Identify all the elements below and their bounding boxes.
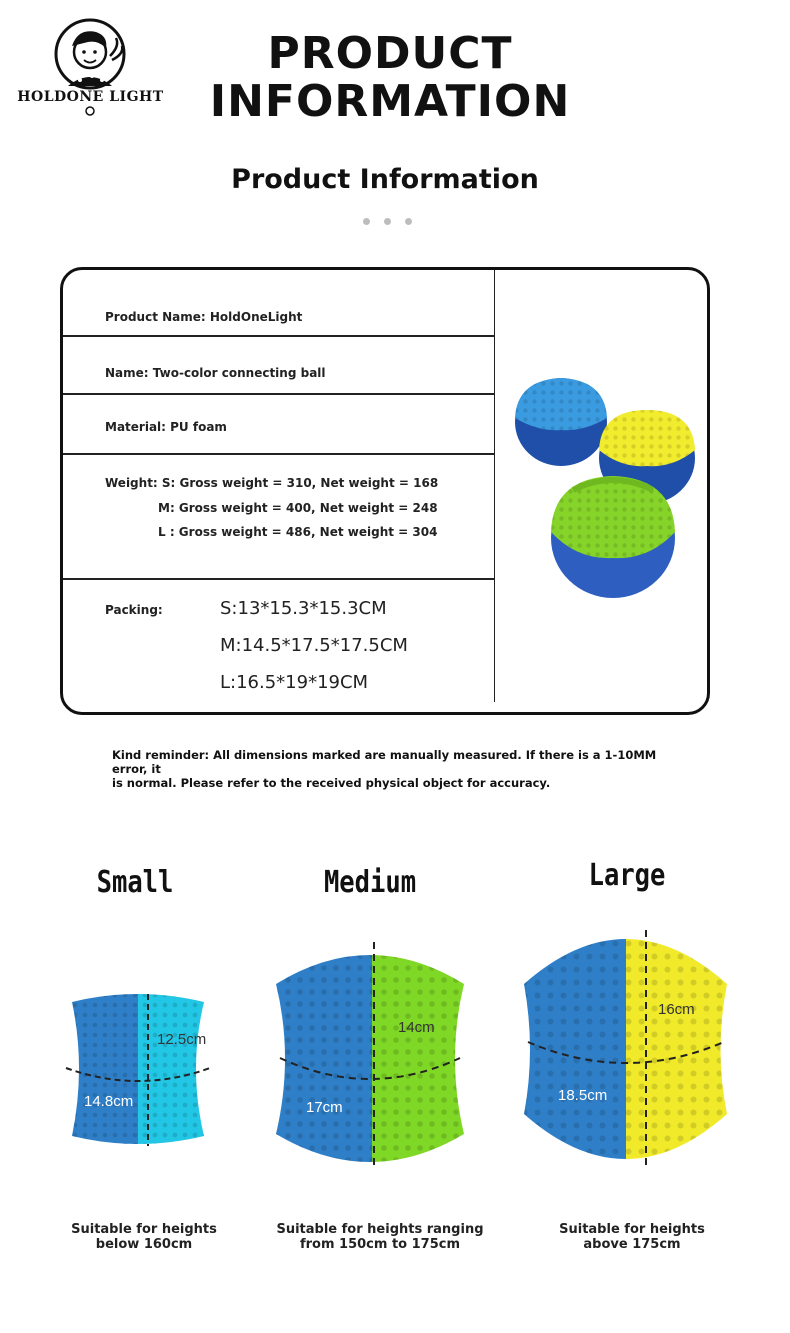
- row-divider: [63, 335, 495, 337]
- small-suit-line2: below 160cm: [95, 1237, 193, 1252]
- size-title-medium: Medium: [323, 865, 417, 900]
- weight-line-medium: M: Gross weight = 400, Net weight = 248: [158, 501, 438, 515]
- small-width-label: 14.8cm: [84, 1093, 134, 1110]
- medium-height-label: 14cm: [398, 1019, 435, 1036]
- name-field: Name: Two-color connecting ball: [105, 366, 326, 380]
- reminder-line1: Kind reminder: All dimensions marked are manually measured. If there is a 1-10MM error, it: [112, 748, 657, 776]
- large-height-label: 16cm: [658, 1001, 695, 1018]
- kind-reminder: [112, 748, 692, 790]
- large-suit-line2: above 175cm: [583, 1237, 681, 1252]
- packing-size-large: L:16.5*19*19CM: [220, 672, 369, 693]
- dot: [405, 218, 412, 225]
- reminder-line2: is normal. Please refer to the received physical object for accuracy.: [112, 776, 551, 790]
- large-suit-line1: Suitable for heights: [559, 1222, 705, 1237]
- material-field: Material: PU foam: [105, 420, 227, 434]
- small-suit-line1: Suitable for heights: [71, 1222, 217, 1237]
- section-title: Product Information: [231, 164, 539, 195]
- row-divider: [63, 393, 495, 395]
- medium-suit-line1: Suitable for heights ranging: [276, 1222, 484, 1237]
- medium-width-label: 17cm: [306, 1099, 343, 1116]
- medium-suitability: [270, 1222, 490, 1252]
- large-width-label: 18.5cm: [558, 1087, 608, 1104]
- dot: [384, 218, 391, 225]
- weight-line-small: Weight: S: Gross weight = 310, Net weight = 168: [105, 476, 439, 490]
- medium-suit-line2: from 150cm to 175cm: [299, 1237, 461, 1252]
- size-title-small: Small: [96, 865, 174, 900]
- size-title-large: Large: [588, 858, 666, 893]
- hero-title-line2: INFORMATION: [209, 76, 571, 127]
- green-ball-icon: [551, 476, 675, 598]
- medium-ball-diagram: [270, 938, 470, 1170]
- product-balls-image: [503, 370, 703, 610]
- hero-title: [170, 30, 610, 126]
- product-info-card: [60, 267, 710, 715]
- blue-ball-icon: [515, 378, 607, 466]
- packing-label: Packing:: [105, 603, 163, 617]
- decorative-dots: [360, 218, 420, 228]
- small-suitability: [44, 1222, 244, 1252]
- brand-name: HOLDONE LIGHT: [17, 89, 164, 105]
- small-height-label: 12.5cm: [157, 1031, 207, 1048]
- packing-size-medium: M:14.5*17.5*17.5CM: [220, 635, 408, 656]
- large-suitability: [532, 1222, 732, 1252]
- row-divider: [63, 453, 495, 455]
- packing-size-small: S:13*15.3*15.3CM: [220, 598, 387, 619]
- weight-line-large: L : Gross weight = 486, Net weight = 304: [158, 525, 438, 539]
- product-name-field: Product Name: HoldOneLight: [105, 310, 303, 324]
- dot: [363, 218, 370, 225]
- hero-title-line1: PRODUCT: [267, 28, 513, 79]
- row-divider: [63, 578, 495, 580]
- small-ball-diagram: [60, 990, 215, 1150]
- large-ball-diagram: [518, 924, 733, 1174]
